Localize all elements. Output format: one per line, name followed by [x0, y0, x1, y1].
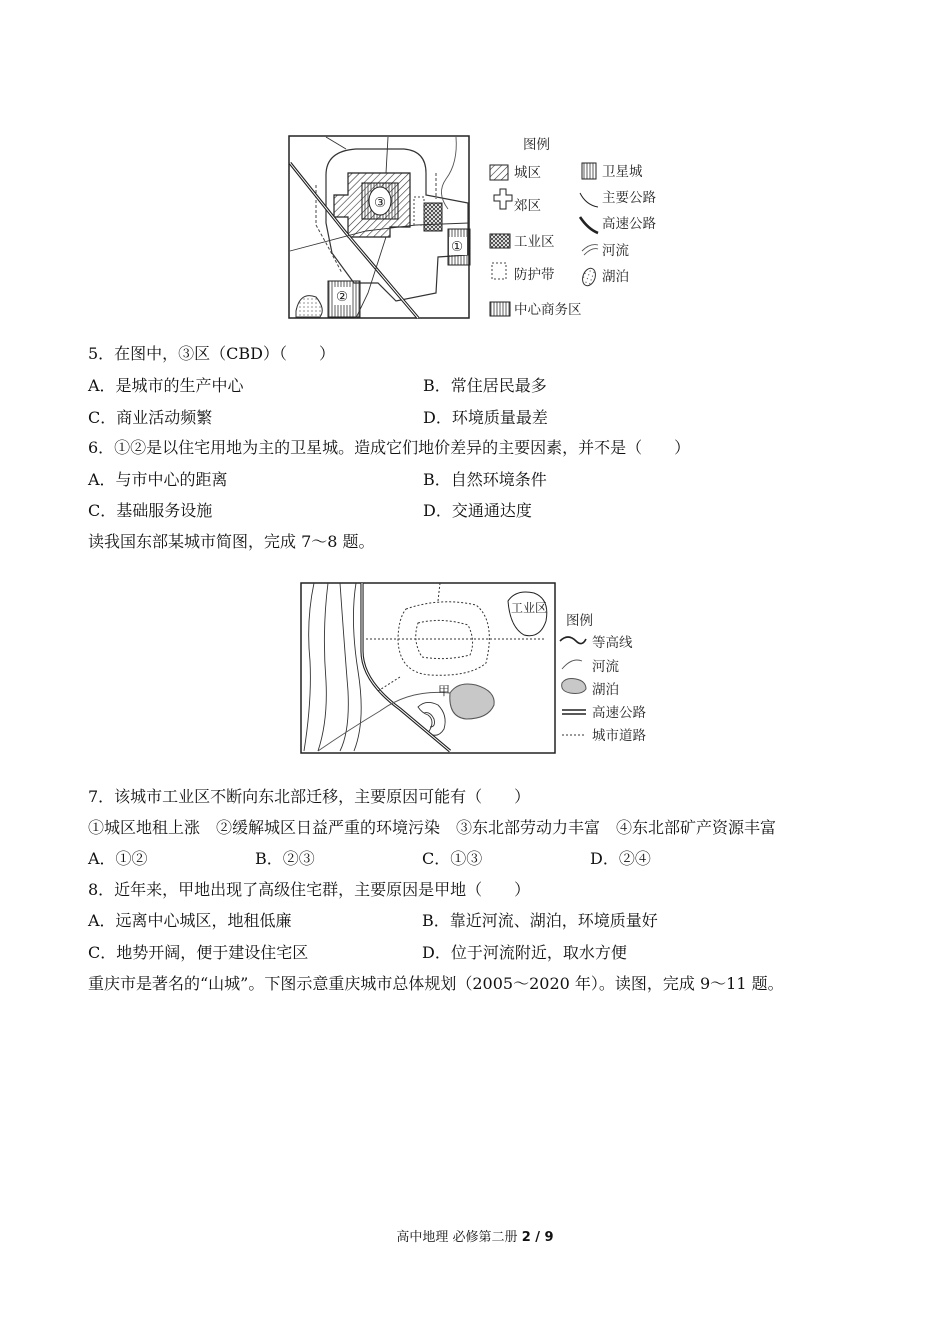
q7-statements: ①城区地租上涨 ②缓解城区日益严重的环境污染 ③东北部劳动力丰富 ④东北部矿产资源丰富	[88, 818, 777, 837]
q6-option-b: B．自然环境条件	[423, 470, 547, 489]
legend2-river: 河流	[592, 659, 619, 675]
footer-title: 高中地理 必修第二册	[396, 1230, 518, 1245]
page-footer	[0, 1226, 950, 1245]
jia-label: 甲	[438, 684, 451, 698]
page-number: 2 / 9	[521, 1230, 554, 1245]
legend-buffer: 防护带	[514, 267, 555, 283]
q6-stem: 6．①②是以住宅用地为主的卫星城。造成它们地价差异的主要因素，并不是（ ）	[88, 438, 691, 457]
q8-stem: 8．近年来，甲地出现了高级住宅群，主要原因是甲地（ ）	[88, 880, 531, 899]
q7-stem: 7．该城市工业区不断向东北部迁移，主要原因可能有（ ）	[88, 787, 531, 806]
q7-option-d: D．②④	[590, 849, 651, 868]
zone-1-mark: ①	[451, 239, 464, 255]
q5-option-b: B．常住居民最多	[423, 376, 547, 395]
q8-option-b: B．靠近河流、湖泊，环境质量好	[422, 911, 658, 930]
intro-9-11: 重庆市是著名的“山城”。下图示意重庆城市总体规划（2005～2020 年）。读图，完成 9～11 题。	[88, 974, 784, 993]
legend-industrial: 工业区	[514, 234, 555, 250]
zone-2-mark: ②	[336, 289, 349, 305]
legend2-lake: 湖泊	[592, 682, 619, 698]
q8-option-a: A．远离中心城区，地租低廉	[88, 911, 292, 930]
legend-satellite: 卫星城	[602, 164, 643, 180]
q5-stem: 5．在图中，③区（CBD）（ ）	[88, 344, 336, 363]
legend2-contour: 等高线	[592, 635, 633, 651]
industrial-zone-label: 工业区	[511, 601, 548, 615]
city-sketch-map	[300, 581, 660, 759]
q6-option-d: D．交通通达度	[423, 501, 532, 520]
legend-lake: 湖泊	[602, 269, 629, 285]
q8-option-d: D．位于河流附近，取水方便	[422, 943, 627, 962]
q5-option-a: A．是城市的生产中心	[88, 376, 244, 395]
zone-3-mark: ③	[374, 195, 387, 211]
q7-option-a: A．①②	[88, 849, 148, 868]
legend-river: 河流	[602, 243, 629, 259]
q5-option-d: D．环境质量最差	[423, 408, 548, 427]
q7-option-c: C．①③	[422, 849, 483, 868]
q6-option-a: A．与市中心的距离	[88, 470, 228, 489]
legend-urban: 城区	[514, 165, 541, 181]
q8-option-c: C．地势开阔，便于建设住宅区	[88, 943, 309, 962]
legend-main-road: 主要公路	[602, 190, 656, 206]
legend-suburb: 郊区	[514, 198, 541, 214]
urban-zone-map	[286, 133, 672, 323]
q7-option-b: B．②③	[255, 849, 315, 868]
q6-option-c: C．基础服务设施	[88, 501, 213, 520]
legend2-highway: 高速公路	[592, 705, 646, 721]
q5-option-c: C．商业活动频繁	[88, 408, 213, 427]
legend2-title: 图例	[566, 613, 593, 629]
legend2-city-road: 城市道路	[592, 728, 646, 744]
legend-highway: 高速公路	[602, 216, 656, 232]
intro-7-8: 读我国东部某城市简图，完成 7～8 题。	[88, 532, 375, 551]
legend-cbd: 中心商务区	[514, 302, 582, 318]
legend-title: 图例	[523, 137, 550, 153]
